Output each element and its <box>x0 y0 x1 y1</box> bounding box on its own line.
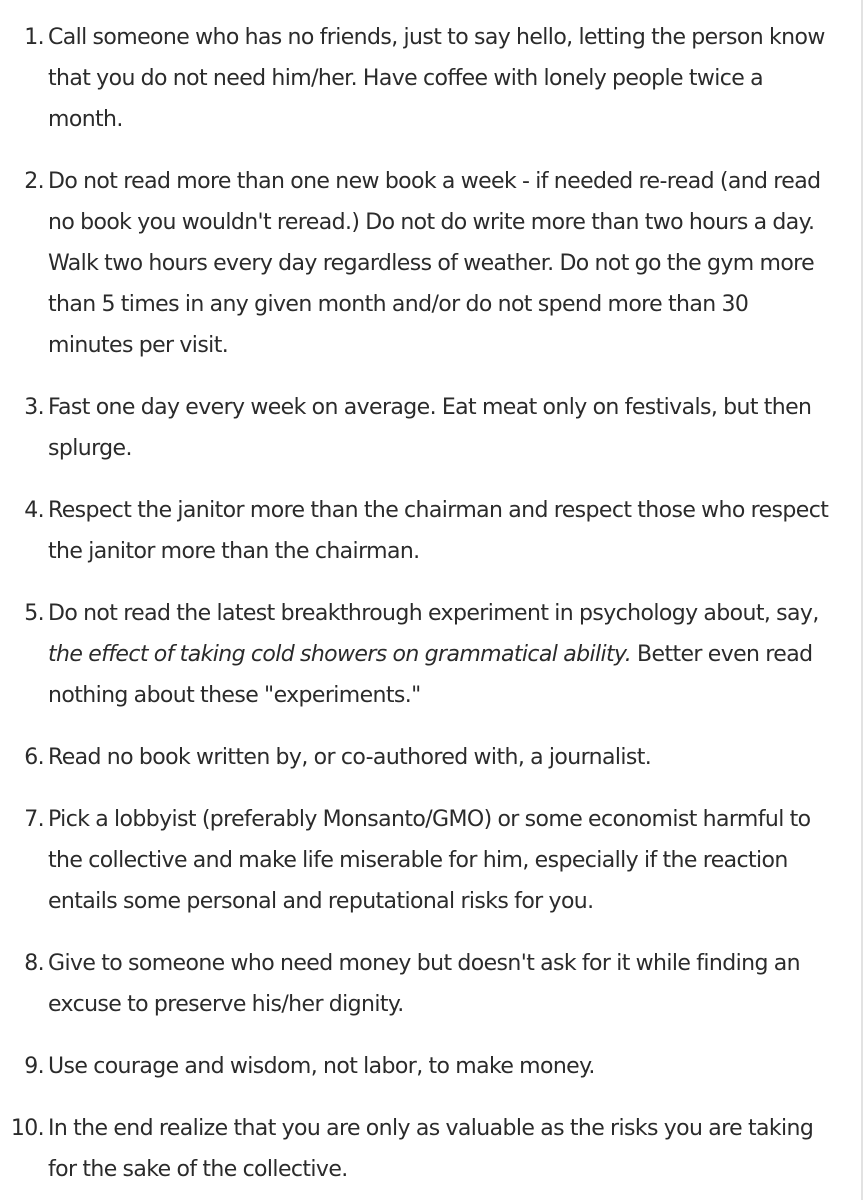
list-item <box>0 17 838 140</box>
list-item <box>0 161 838 366</box>
list-item <box>0 799 838 922</box>
list-item <box>0 1108 838 1190</box>
item-text: Fast one day every week on average. Eat meat only on festivals, but then splurge. <box>48 395 812 461</box>
list-item <box>0 490 838 572</box>
item-text: Do not read more than one new book a week - if needed re-read (and read no book you wouldn't reread.) Do not do write more than two hours a day. Walk two hours every day regardless of weather. Do not go the gym more than 5 times in any given month and/or do not spend more than 30 minutes per visit. <box>48 169 821 358</box>
item-number: 5. <box>24 601 44 626</box>
item-text-italic: the effect of taking cold showers on grammatical ability. <box>48 642 632 667</box>
item-number: 6. <box>24 745 44 770</box>
list-item <box>0 1046 838 1087</box>
item-number: 1. <box>24 25 44 50</box>
item-text: Use courage and wisdom, not labor, to make money. <box>48 1054 595 1079</box>
rules-list <box>0 17 838 1200</box>
item-text-end: Better even read nothing about these "experiments." <box>48 642 813 708</box>
list-item <box>0 593 838 716</box>
item-text-start: Do not read the latest breakthrough experiment in psychology about, say, <box>48 601 819 626</box>
item-text: Respect the janitor more than the chairman and respect those who respect the janitor more than the chairman. <box>48 498 829 564</box>
list-item <box>0 737 838 778</box>
item-number: 9. <box>24 1054 44 1079</box>
item-number: 4. <box>24 498 44 523</box>
list-item <box>0 943 838 1025</box>
item-text: In the end realize that you are only as valuable as the risks you are taking for the sake of the collective. <box>48 1116 814 1182</box>
list-item <box>0 387 838 469</box>
item-number: 3. <box>24 395 44 420</box>
item-text: Read no book written by, or co-authored with, a journalist. <box>48 745 652 770</box>
item-number: 7. <box>24 807 44 832</box>
item-number: 10. <box>10 1116 44 1141</box>
item-text: Pick a lobbyist (preferably Monsanto/GMO) or some economist harmful to the collective and make life miserable for him, especially if the reaction entails some personal and reputational risks for you. <box>48 807 811 914</box>
item-text <box>48 593 838 716</box>
item-text: Give to someone who need money but doesn't ask for it while finding an excuse to preserve his/her dignity. <box>48 951 800 1017</box>
item-number: 8. <box>24 951 44 976</box>
item-text: Call someone who has no friends, just to say hello, letting the person know that you do not need him/her. Have coffee with lonely people twice a month. <box>48 25 825 132</box>
item-number: 2. <box>24 169 44 194</box>
